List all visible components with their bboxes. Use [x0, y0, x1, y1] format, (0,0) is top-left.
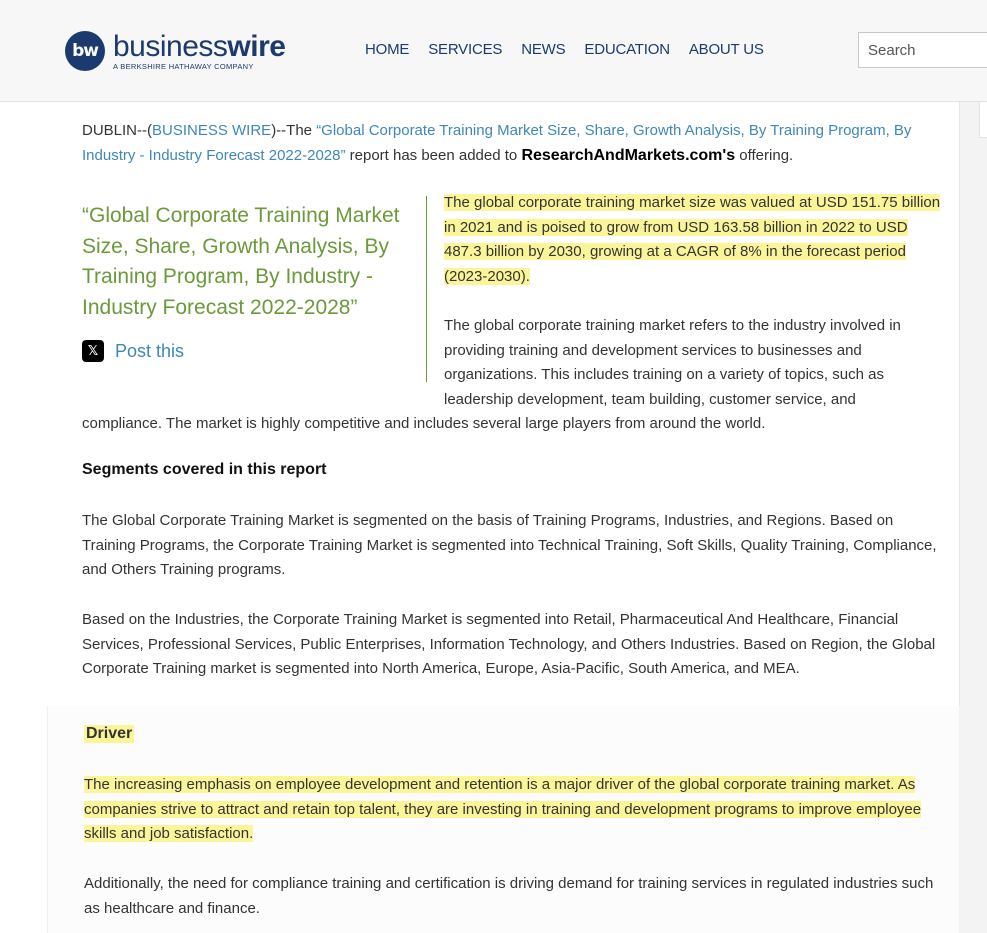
report-title-link[interactable]: “Global Corporate Training Market Size, Share, Growth Analysis, By Training Program, By Industry - Industry Forecast 2022-2028” [82, 122, 912, 164]
lede-end: offering. [735, 146, 794, 164]
lede-mid: )--The [271, 122, 317, 139]
segments-paragraph-1: The Global Corporate Training Market is segmented on the basis of Training Programs, Industries, and Regions. Based on Training Programs, the Corporate Training Market is segmented into Technical Training, Soft Skills, Quality Training, Compliance, and Others Training programs. [82, 512, 937, 578]
research-and-markets-brand: ResearchAndMarkets.com's [521, 146, 736, 164]
right-gutter [959, 102, 987, 706]
market-definition-continued: compliance. The market is highly competitive and includes several large players from around the world. [82, 415, 766, 432]
right-gutter-box [979, 102, 987, 138]
bw-logo-icon: bw [65, 31, 105, 71]
logo-text [113, 29, 286, 71]
lede-suffix: report has been added to [345, 146, 522, 164]
nav-education[interactable]: EDUCATION [584, 41, 670, 58]
driver-paragraph-1 [84, 773, 954, 847]
main-nav [365, 41, 783, 58]
pull-quote: “Global Corporate Training Market Size, Share, Growth Analysis, By Training Program, By Industry - Industry Forecast 2022-2028” [82, 204, 400, 319]
market-definition-paragraph: The global corporate training market refers to the industry involved in providing training and development services to businesses and organizations. This includes training on a variety of topics, such as leadership development, team building, customer service, and [444, 317, 901, 408]
market-size-paragraph [444, 191, 944, 289]
nav-about-us[interactable]: ABOUT US [688, 41, 764, 58]
segments-heading: Segments covered in this report [82, 461, 327, 478]
pull-quote-divider [426, 196, 427, 382]
logo-tagline: A BERKSHIRE HATHAWAY COMPANY [113, 61, 254, 71]
segments-paragraph-2: Based on the Industries, the Corporate Training Market is segmented into Retail, Pharmaceutical And Healthcare, Financial Services, Professional Services, Public Enterprises, Information Technology, and Others Industries. Based on Region, the Global Corporate Training market is segmented into North America, Europe, Asia-Pacific, South America, and MEA. [82, 611, 936, 677]
logo-word-bold: wire [227, 29, 286, 63]
article-lede [82, 119, 952, 168]
post-this-label: Post this [115, 340, 185, 361]
logo-wordmark [113, 29, 286, 63]
lede-prefix: DUBLIN--( [82, 122, 152, 139]
nav-services[interactable]: SERVICES [428, 41, 503, 58]
businesswire-logo[interactable] [65, 30, 285, 72]
driver-paragraph-2: Additionally, the need for compliance training and certification is driving demand for training services in regulated industries such as healthcare and finance. [84, 875, 934, 917]
post-this-button[interactable] [82, 340, 184, 362]
search-input[interactable] [858, 32, 987, 68]
driver-heading: Driver [86, 725, 133, 742]
business-wire-link[interactable]: BUSINESS WIRE [152, 122, 272, 139]
nav-news[interactable]: NEWS [521, 41, 566, 58]
logo-word-light: business [113, 29, 228, 63]
market-size-highlight: The global corporate training market size was valued at USD 151.75 billion in 2021 and is poised to grow from USD 163.58 billion in 2022 to USD 487.3 billion by 2030, growing at a CAGR of 8% in the forecast period (2023-2030). [444, 194, 941, 285]
site-header [0, 0, 987, 102]
x-logo-icon: 𝕏 [82, 340, 104, 362]
nav-home[interactable]: HOME [365, 41, 410, 58]
right-gutter-lower [959, 706, 987, 933]
driver-highlight: The increasing emphasis on employee development and retention is a major driver of the global corporate training market. As companies strive to attract and retain top talent, they are investing in training and development programs to improve employee skills and job satisfaction. [84, 776, 922, 842]
